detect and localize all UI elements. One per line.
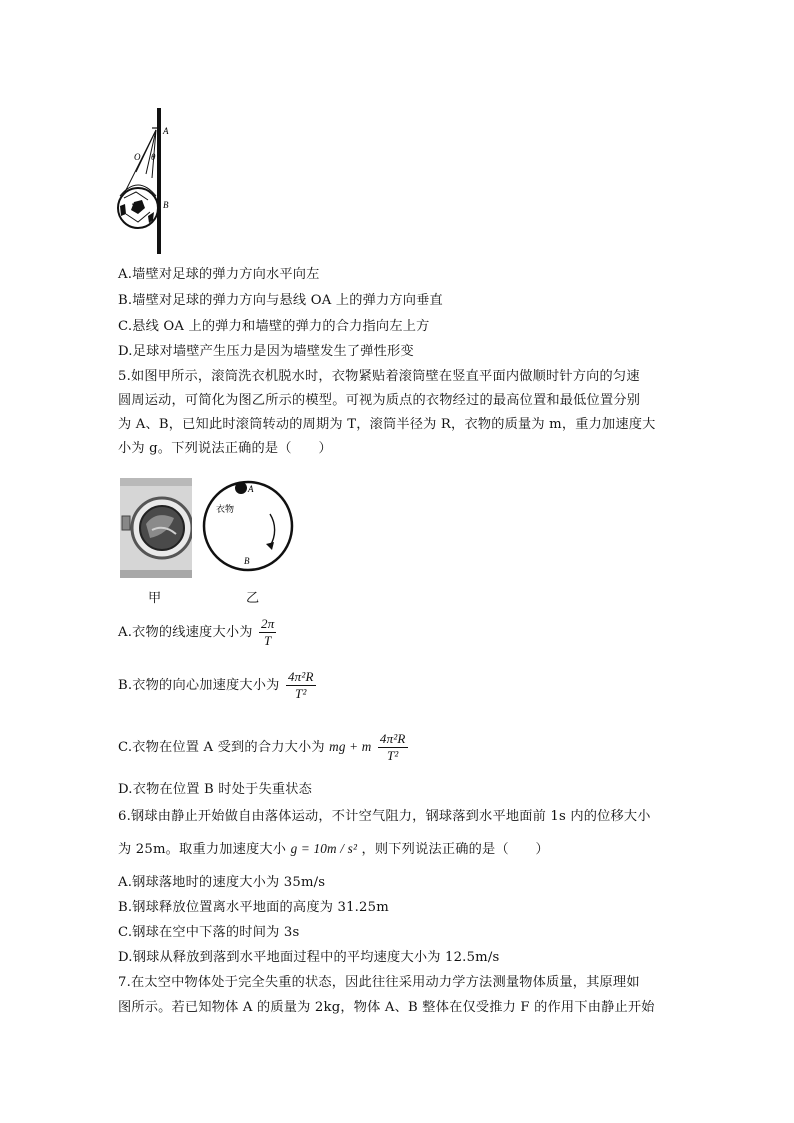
caption-jia: 甲 xyxy=(148,591,162,606)
q5-option-c-denominator: T² xyxy=(386,748,399,763)
q6-option-b: B.钢球释放位置离水平地面的高度为 31.25m xyxy=(118,900,389,915)
q5-option-a-text: A.衣物的线速度大小为 xyxy=(118,625,253,640)
q6-option-c: C.钢球在空中下落的时间为 3s xyxy=(118,925,300,940)
q5-line-3: 为 A、B，已知此时滚筒转动的周期为 T，滚筒半径为 R，衣物的质量为 m，重力加速度大 xyxy=(118,417,656,432)
q5-option-a-fraction xyxy=(259,616,276,649)
football-wall-figure xyxy=(112,104,192,256)
q6-line-2-post: ，则下列说法正确的是（ ） xyxy=(361,842,549,857)
q6-line-1: 6.钢球由静止开始做自由落体运动，不计空气阻力，钢球落到水平地面前 1s 内的位移大小 xyxy=(118,809,651,824)
q5-option-b-numerator: 4π²R xyxy=(287,669,314,684)
q6-option-a: A.钢球落地时的速度大小为 35m/s xyxy=(118,875,326,890)
caption-yi: 乙 xyxy=(246,591,260,606)
q5-option-c-expr: mg + m xyxy=(329,739,372,754)
q5-option-c xyxy=(118,728,410,767)
q6-line-2 xyxy=(118,840,549,859)
q5-option-b xyxy=(118,667,318,705)
q4-option-a: A.墙壁对足球的弹力方向水平向左 xyxy=(118,267,320,282)
q7-line-1: 7.在太空中物体处于完全失重的状态，因此往往采用动力学方法测量物体质量，其原理如 xyxy=(118,975,640,990)
q5-option-a-denominator: T xyxy=(264,633,272,648)
q5-option-c-fraction xyxy=(378,731,408,764)
drum-label-b: B xyxy=(244,556,250,566)
q5-option-a xyxy=(118,614,278,652)
q6-line-2-pre: 为 25m。取重力加速度大小 xyxy=(118,842,287,857)
q4-option-d: D.足球对墙壁产生压力是因为墙壁发生了弹性形变 xyxy=(118,344,414,359)
q4-option-b: B.墙壁对足球的弹力方向与悬线 OA 上的弹力方向垂直 xyxy=(118,293,443,308)
q6-gravity-formula: g = 10m / s² xyxy=(290,841,358,856)
label-b: B xyxy=(163,200,169,210)
drum-label-clothes: 衣物 xyxy=(216,505,235,515)
q5-option-b-text: B.衣物的向心加速度大小为 xyxy=(118,678,280,693)
q5-line-1: 5.如图甲所示，滚筒洗衣机脱水时，衣物紧贴着滚筒壁在竖直平面内做顺时针方向的匀速 xyxy=(118,369,640,384)
q6-option-d: D.钢球从释放到落到水平地面过程中的平均速度大小为 12.5m/s xyxy=(118,950,500,965)
q5-line-4: 小为 g。下列说法正确的是（ ） xyxy=(118,441,332,456)
q5-option-a-numerator: 2π xyxy=(261,616,275,631)
q4-option-c: C.悬线 OA 上的弹力和墙壁的弹力的合力指向左上方 xyxy=(118,319,430,334)
label-o: O xyxy=(134,152,141,162)
q7-line-2: 图所示。若已知物体 A 的质量为 2kg，物体 A、B 整体在仅受推力 F 的作用下由静止开始 xyxy=(118,1000,655,1015)
washing-machine-photo xyxy=(120,478,192,578)
drum-label-a: A xyxy=(248,484,254,494)
q5-option-b-fraction xyxy=(286,669,316,702)
q5-option-b-denominator: T² xyxy=(295,686,307,701)
q5-option-c-numerator: 4π²R xyxy=(379,731,406,746)
drum-model-figure xyxy=(200,474,296,578)
q5-option-d: D.衣物在位置 B 时处于失重状态 xyxy=(118,782,313,797)
label-a: A xyxy=(163,126,169,136)
q5-line-2: 圆周运动，可简化为图乙所示的模型。可视为质点的衣物经过的最高位置和最低位置分别 xyxy=(118,393,641,408)
q5-option-c-text: C.衣物在位置 A 受到的合力大小为 xyxy=(118,740,325,755)
label-theta: θ xyxy=(151,152,156,162)
